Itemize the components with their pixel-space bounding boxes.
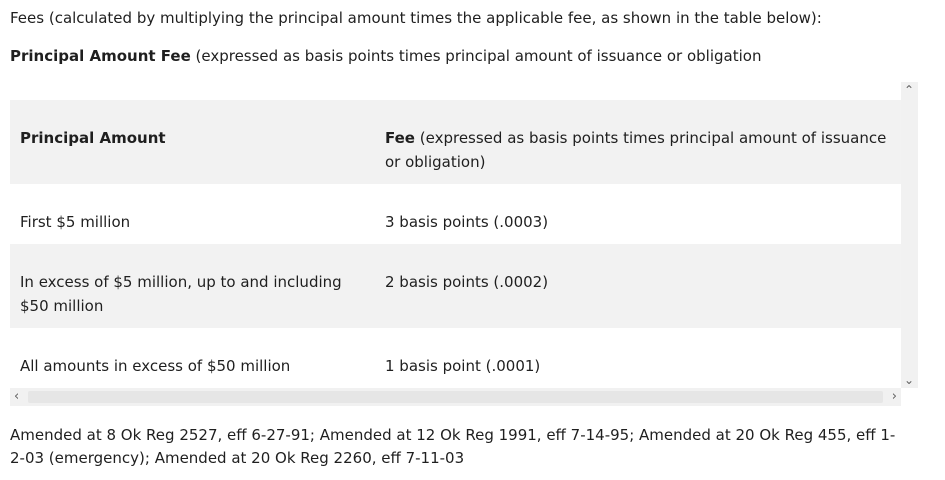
chevron-up-icon[interactable]: ⌃ [904,83,915,97]
intro-text: Fees (calculated by multiplying the principal amount times the applicable fee, as shown in the table below): [10,9,822,27]
header-principal-amount: Principal Amount [20,129,166,147]
row-amount: First $5 million [20,213,131,231]
header-fee-bold: Fee [385,129,415,147]
header-fee-rest: (expressed as basis points times principal amount of issuance or obligation) [385,129,887,171]
fee-heading-bold: Principal Amount Fee [10,47,191,65]
vertical-scrollbar[interactable] [901,82,918,388]
row-amount: In excess of $5 million, up to and including $50 million [20,273,342,315]
fee-heading [10,46,761,66]
row-fee: 2 basis points (.0002) [385,273,549,291]
chevron-down-icon[interactable]: ⌄ [904,373,915,387]
fee-heading-rest: (expressed as basis points times principal amount of issuance or obligation [190,47,762,65]
scrollbar-thumb[interactable] [28,391,883,403]
horizontal-scrollbar[interactable] [10,388,901,406]
amendment-history: Amended at 8 Ok Reg 2527, eff 6-27-91; Amended at 12 Ok Reg 1991, eff 7-14-95; Amended at 20 Ok Reg 455, eff 1-2-03 (emergency); Amended at 20 Ok Reg 2260, eff 7-11-03 [10,426,896,467]
fee-table [10,100,901,388]
table-row [10,244,901,328]
row-amount: All amounts in excess of $50 million [20,357,291,375]
table-row [10,184,901,244]
fee-table-container[interactable] [10,100,901,406]
table-row [10,328,901,388]
row-fee: 1 basis point (.0001) [385,357,541,375]
chevron-right-icon[interactable]: › [891,389,897,404]
header-fee [375,100,901,184]
row-fee: 3 basis points (.0003) [385,213,549,231]
table-header-row [10,100,901,184]
chevron-left-icon[interactable]: ‹ [14,389,20,404]
